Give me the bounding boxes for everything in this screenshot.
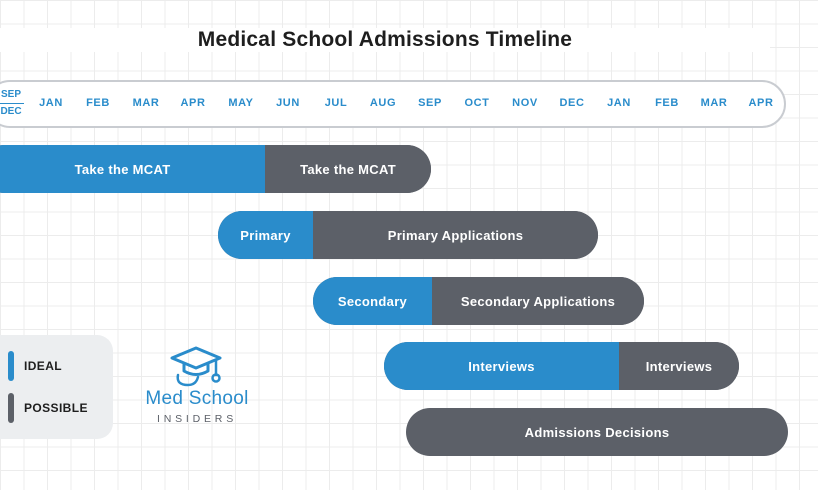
- legend: [0, 335, 113, 439]
- month-label: JUL: [324, 97, 348, 109]
- month-label: JAN: [607, 97, 631, 109]
- graduation-cap-stethoscope-icon: [168, 345, 224, 389]
- month-label: NOV: [512, 97, 538, 109]
- secondary-possible-segment: Secondary Applications: [432, 277, 644, 325]
- month-label: JUN: [276, 97, 300, 109]
- month-range-label: [0, 88, 24, 119]
- month-range-start: SEP: [0, 89, 21, 100]
- primary-ideal-segment: Primary: [218, 211, 313, 259]
- interviews-bar: [384, 342, 739, 390]
- month-label: JAN: [39, 97, 63, 109]
- interviews-ideal-segment: Interviews: [384, 342, 619, 390]
- mcat-possible-segment: Take the MCAT: [265, 145, 431, 193]
- admissions-decisions-bar: [406, 408, 788, 456]
- month-label: MAY: [228, 97, 254, 109]
- month-label: MAR: [132, 97, 160, 109]
- mcat-ideal-segment: Take the MCAT: [0, 145, 265, 193]
- mcat-bar: [0, 145, 431, 193]
- logo-subtitle: INSIDERS: [157, 413, 237, 425]
- logo-name: Med School: [145, 388, 249, 409]
- page-title: Medical School Admissions Timeline: [0, 28, 770, 52]
- month-label: SEP: [418, 97, 442, 109]
- month-label: APR: [180, 97, 206, 109]
- month-label: DEC: [559, 97, 585, 109]
- primary-applications-bar: [218, 211, 598, 259]
- secondary-applications-bar: [313, 277, 644, 325]
- interviews-possible-segment: Interviews: [619, 342, 739, 390]
- month-label: FEB: [655, 97, 679, 109]
- month-label: MAR: [700, 97, 728, 109]
- admissions-possible-segment: Admissions Decisions: [406, 408, 788, 456]
- legend-possible-label: POSSIBLE: [24, 401, 88, 415]
- secondary-ideal-segment: Secondary: [313, 277, 432, 325]
- month-range-end: DEC: [0, 106, 22, 117]
- month-label: FEB: [86, 97, 110, 109]
- month-range-divider: [0, 103, 24, 104]
- month-label: APR: [748, 97, 774, 109]
- primary-possible-segment: Primary Applications: [313, 211, 598, 259]
- month-label: OCT: [464, 97, 490, 109]
- legend-ideal-swatch: [8, 351, 14, 381]
- legend-possible-swatch: [8, 393, 14, 423]
- legend-ideal-label: IDEAL: [24, 359, 62, 373]
- month-label: AUG: [369, 97, 397, 109]
